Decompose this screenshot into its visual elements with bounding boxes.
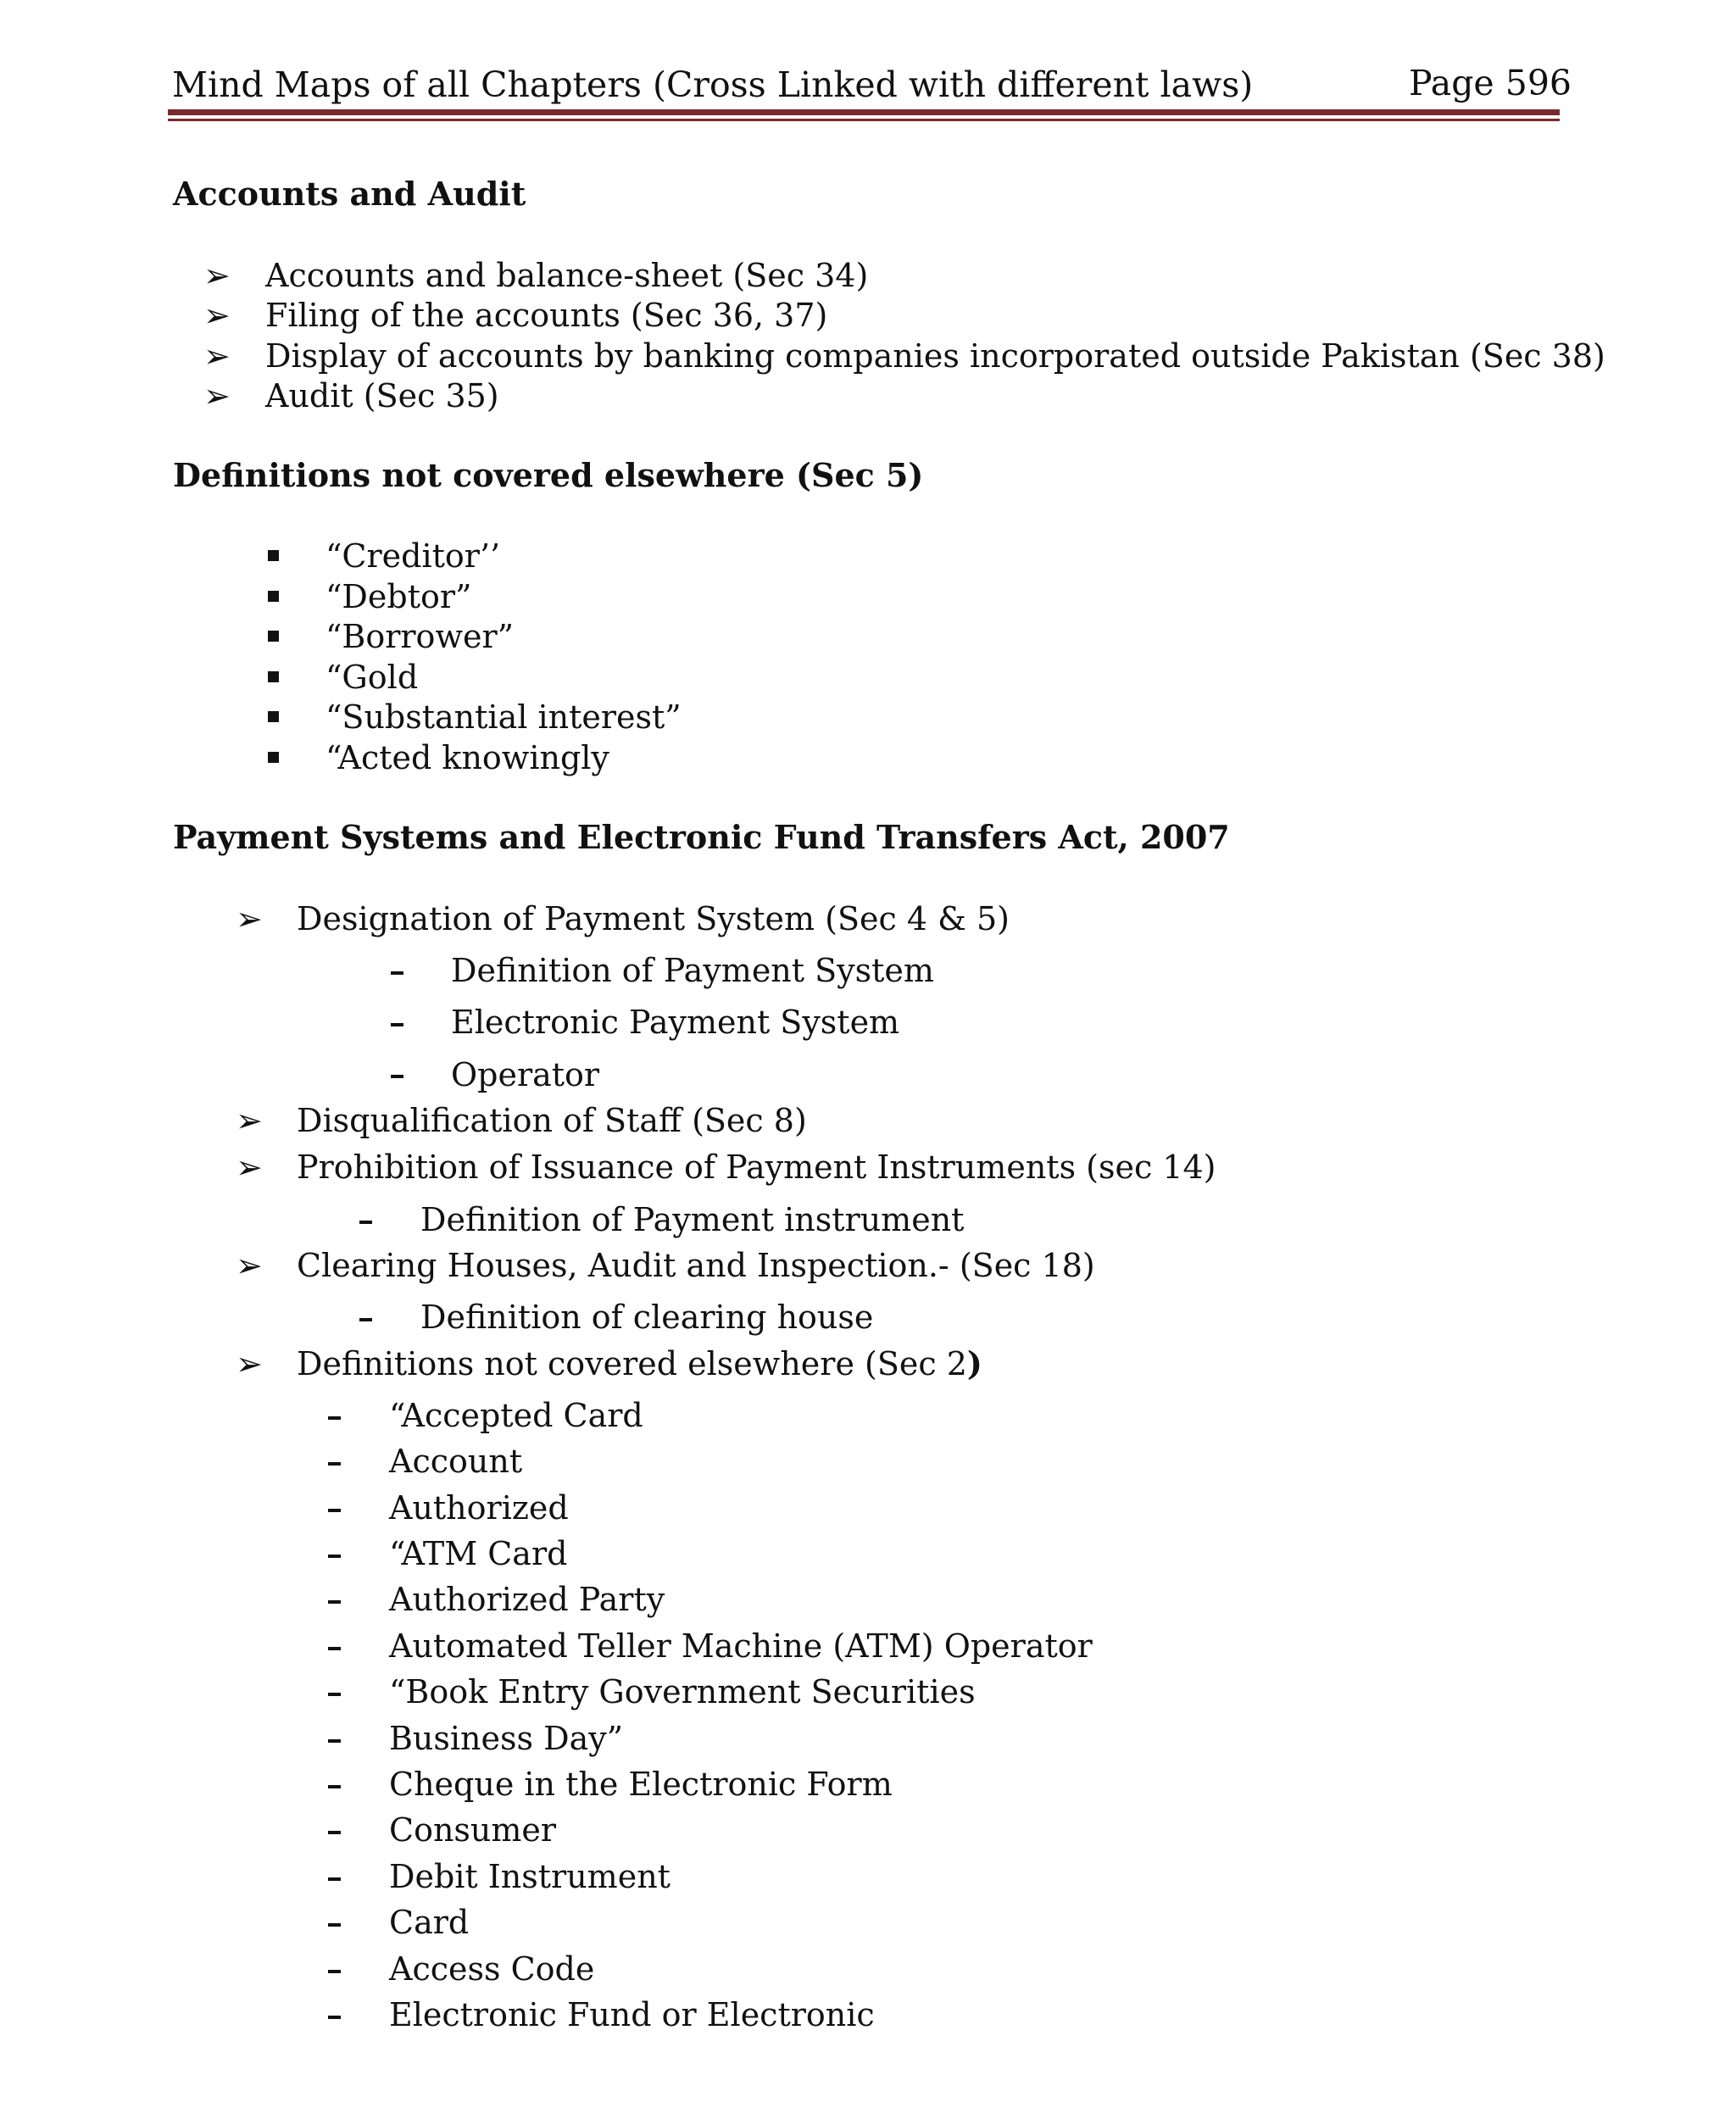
list-item: Electronic Payment System	[451, 1004, 900, 1041]
definition-item: “Accepted Card	[389, 1397, 643, 1434]
heading-definitions-sec5: Definitions not covered elsewhere (Sec 5)	[173, 456, 924, 494]
dash-bullet-icon	[328, 1970, 341, 1973]
square-bullet-icon	[268, 550, 279, 561]
definition-item: Debit Instrument	[389, 1858, 670, 1895]
arrow-bullet-icon: ➢	[236, 1102, 263, 1139]
list-item: Definition of clearing house	[420, 1299, 874, 1336]
arrow-bullet-icon: ➢	[236, 900, 263, 937]
arrow-bullet-icon: ➢	[203, 257, 231, 294]
definition-item: Account	[389, 1443, 523, 1480]
list-item: Prohibition of Issuance of Payment Instruments (sec 14)	[297, 1149, 1216, 1186]
definition-item: Electronic Fund or Electronic	[389, 1996, 875, 2033]
arrow-bullet-icon: ➢	[203, 377, 231, 414]
arrow-bullet-icon: ➢	[203, 297, 231, 334]
list-item: Display of accounts by banking companies incorporated outside Pakistan (Sec 38)	[265, 337, 1605, 375]
heading-accounts-audit: Accounts and Audit	[173, 175, 526, 213]
list-item: “Acted knowingly	[326, 739, 609, 776]
dash-bullet-icon	[328, 1877, 341, 1881]
list-item: “Substantial interest”	[326, 698, 682, 736]
closing-paren: )	[966, 1344, 982, 1382]
list-item: Definition of Payment System	[451, 952, 934, 989]
dash-bullet-icon	[328, 1647, 341, 1650]
list-item: Definition of Payment instrument	[420, 1201, 965, 1238]
square-bullet-icon	[268, 671, 279, 682]
dash-bullet-icon	[328, 1416, 341, 1420]
definition-item: Cheque in the Electronic Form	[389, 1766, 893, 1803]
definition-item: Automated Teller Machine (ATM) Operator	[389, 1627, 1093, 1665]
definition-item: Authorized Party	[389, 1581, 665, 1618]
dash-bullet-icon	[391, 971, 403, 975]
list-item: Operator	[451, 1056, 600, 1093]
list-item	[297, 1344, 982, 1382]
header-rule-thick	[168, 109, 1560, 115]
definition-item: Authorized	[389, 1489, 569, 1527]
dash-bullet-icon	[328, 1831, 341, 1834]
list-item: Audit (Sec 35)	[265, 377, 499, 414]
list-item: “Borrower”	[326, 618, 515, 655]
dash-bullet-icon	[328, 1693, 341, 1696]
arrow-bullet-icon: ➢	[203, 337, 231, 375]
dash-bullet-icon	[328, 1739, 341, 1743]
square-bullet-icon	[268, 631, 279, 642]
list-item: Accounts and balance-sheet (Sec 34)	[265, 257, 869, 294]
dash-bullet-icon	[328, 1462, 341, 1466]
dash-bullet-icon	[391, 1023, 403, 1026]
dash-bullet-icon	[328, 1555, 341, 1558]
header-rule-thin	[168, 119, 1560, 121]
dash-bullet-icon	[328, 1600, 341, 1604]
dash-bullet-icon	[328, 1509, 341, 1512]
list-item-text: Definitions not covered elsewhere (Sec 2	[297, 1345, 967, 1382]
dash-bullet-icon	[359, 1318, 372, 1321]
square-bullet-icon	[268, 591, 279, 602]
arrow-bullet-icon: ➢	[236, 1247, 263, 1284]
definition-item: Access Code	[389, 1950, 595, 1988]
dash-bullet-icon	[391, 1075, 403, 1078]
dash-bullet-icon	[359, 1221, 372, 1224]
list-item: Clearing Houses, Audit and Inspection.- (Sec 18)	[297, 1247, 1095, 1284]
definition-item: Card	[389, 1904, 470, 1941]
definition-item: “Book Entry Government Securities	[389, 1673, 976, 1710]
page-number: Page 596	[1409, 63, 1572, 103]
heading-payment-systems: Payment Systems and Electronic Fund Transfers Act, 2007	[173, 818, 1230, 856]
definition-item: Business Day”	[389, 1720, 624, 1757]
square-bullet-icon	[268, 752, 279, 763]
dash-bullet-icon	[328, 2016, 341, 2019]
definition-item: Consumer	[389, 1811, 557, 1849]
square-bullet-icon	[268, 711, 279, 722]
list-item: Designation of Payment System (Sec 4 & 5)	[297, 900, 1010, 937]
arrow-bullet-icon: ➢	[236, 1149, 263, 1186]
list-item: “Debtor”	[326, 578, 472, 615]
dash-bullet-icon	[328, 1785, 341, 1788]
dash-bullet-icon	[328, 1923, 341, 1927]
list-item: Filing of the accounts (Sec 36, 37)	[265, 297, 828, 334]
header-title: Mind Maps of all Chapters (Cross Linked with different laws)	[172, 64, 1254, 105]
list-item: “Creditor’’	[326, 537, 501, 575]
list-item: “Gold	[326, 659, 419, 696]
list-item: Disqualification of Staff (Sec 8)	[297, 1102, 807, 1139]
definition-item: “ATM Card	[389, 1535, 568, 1572]
arrow-bullet-icon: ➢	[236, 1345, 263, 1382]
